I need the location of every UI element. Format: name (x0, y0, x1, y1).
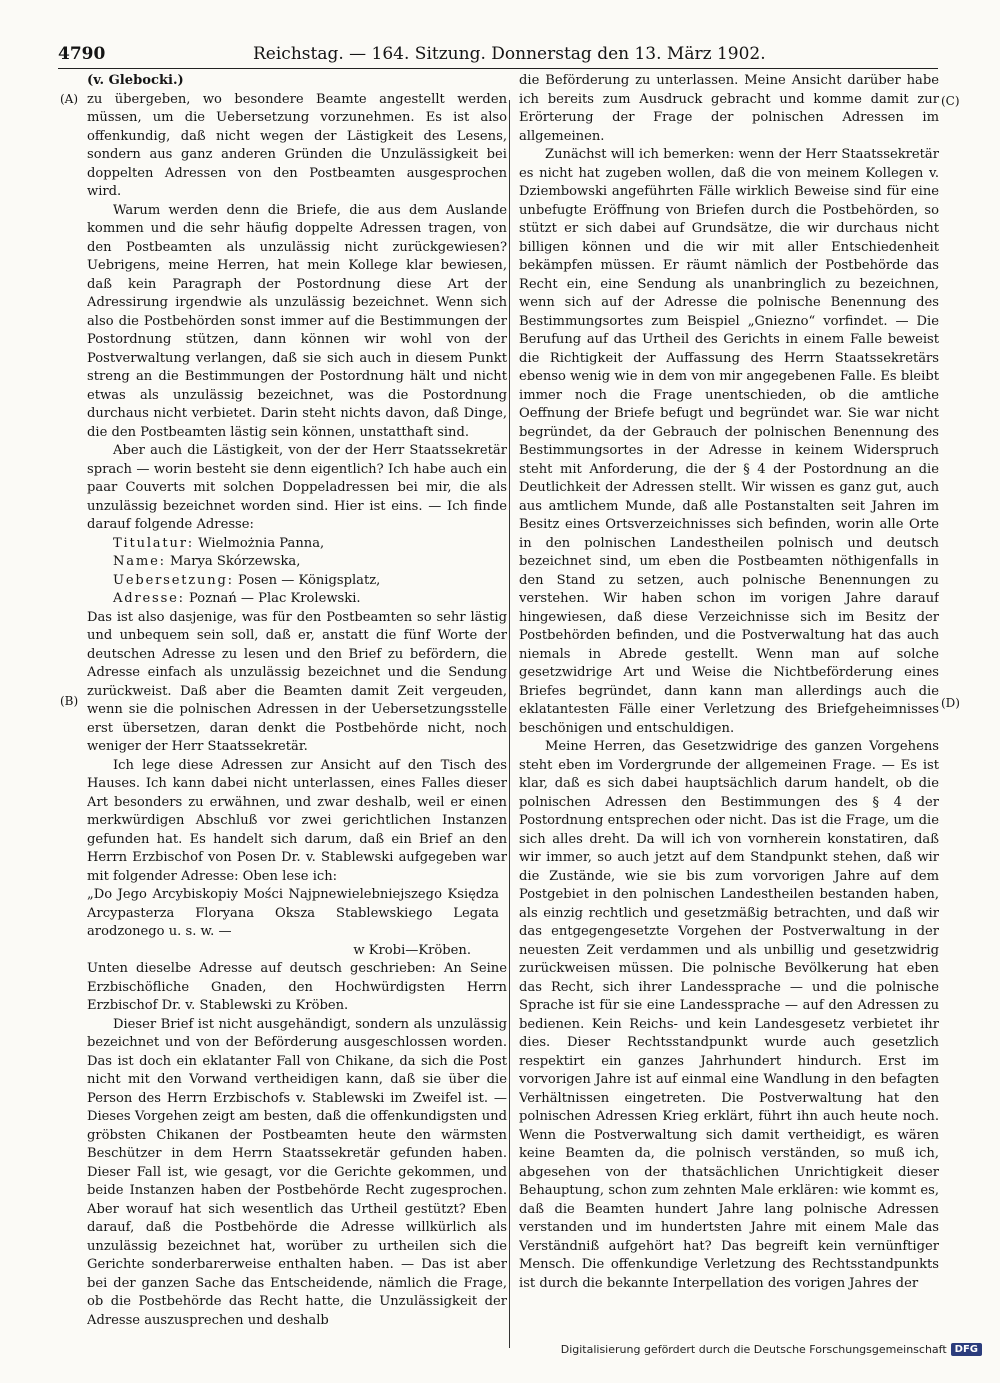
left-paragraph-3: Aber auch die Lästigkeit, von der der Herr Staatssekretär sprach — worin besteht sie denn eigentlich? Ich habe auch ein paar Couverts mit solchen Doppeladressen bei mir, die als unzulässig bezeichnet worden sind. Hier ist eins. — Ich finde darauf folgende Adresse: (87, 443, 507, 532)
speaker-name: (v. Glebocki.) (87, 73, 184, 88)
running-head: Reichstag. — 164. Sitzung. Donnerstag den 13. März 1902. (253, 44, 766, 64)
address-value: Poznań — Plac Krolewski. (189, 591, 361, 606)
address-line-name (87, 553, 507, 572)
address-value: Wielmożnia Panna, (198, 535, 325, 551)
right-paragraph-2: Zunächst will ich bemerken: wenn der Herr Staatssekretär es nicht hat zugeben wollen, daß die von meinem Kollegen v. Dziembowski angeführten Fälle wirklich Beweise sind für eine unbefugte Eröffnung von Briefen durch die Postbehörden, so stützt er sich dabei auf Grundsätze, die wir durchaus nicht billigen können und die wir mit aller Entschiedenheit bekämpfen müssen. Er räumt nämlich der Postbehörde das Recht ein, eine Sendung als unanbringlich zu bezeichnen, wenn sich auf der Adresse die polnische Benennung des Bestimmungsortes zum Beispiel „Gniezno“ vorfindet. — Die Berufung auf das Urtheil des Gerichts in einem Falle beweist die Richtigkeit der Auffassung des Herrn Staatssekretärs ebenso wenig wie in dem von mir angegebenen Falle. Es bleibt immer noch die Frage unentschieden, ob die amtliche Oeffnung der Briefe befugt und begründet war. Sie war nicht begründet, da der Gebrauch der polnischen Benennung des Bestimmungsortes in der Adresse in keinem Widerspruch steht mit Anforderung, die der § 4 der Postordnung an die Deutlichkeit der Adressen stellt. Wir wissen es ganz gut, auch aus amtlichem Munde, daß alle Postanstalten seit Jahren im Besitz eines Ortsverzeichnisses sich befinden, worin alle Orte in den polnischen Landestheilen polnisch und deutsch bezeichnet sind, um eben die Postbeamten nöthigenfalls in den Stand zu setzen, auch polnische Benennungen zu verstehen. Wir haben schon im vorigen Jahre darauf hingewiesen, daß diese Verzeichnisse sich im Besitz der Postbehörden befinden, und die Postverwaltung hat das auch niemals in Abrede gestellt. Wenn man auf solche gesetzwidrige Art und Weise die Nichtbeförderung eines Briefes begründet, dann kann man allerdings auch die eklatantesten Fälle einer Verletzung des Briefgeheimnisses beschönigen und entschuldigen. (519, 147, 939, 736)
polish-address-quote-end: w Krobi—Kröben. (353, 942, 471, 958)
left-paragraph-5: Ich lege diese Adressen zur Ansicht auf den Tisch des Hauses. Ich kann dabei nicht unterlassen, eines Falles dieser Art besonders zu erwähnen, und zwar deshalb, weil er einen merkwürdigen Abschluß vor zwei gerichtlichen Instanzen gefunden hat. Es handelt sich darum, daß ein Brief an den Herrn Erzbischof von Posen Dr. v. Stablewski aufgegeben war mit folgender Adresse: Oben lese ich: (87, 757, 507, 884)
address-value: Marya Skórzewska, (170, 554, 301, 569)
address-value: Posen — Königsplatz, (238, 572, 381, 588)
footer (561, 1343, 982, 1356)
dfg-logo-icon: DFG (951, 1343, 982, 1356)
address-label: Uebersetzung: (113, 572, 234, 588)
margin-marker-b: (B) (60, 694, 79, 708)
left-paragraph-2: Warum werden denn die Briefe, die aus dem Auslande kommen und die sehr häufig doppelte Adressen tragen, von den Postbeamten als unzulässig nicht zurückgewiesen? Uebrigens, meine Herren, hat mein Kollege klar bewiesen, daß kein Paragraph der Postordnung diese Art der Adressirung irgendwie als unzulässig bezeichnet. Wenn sich also die Postbehörden sonst immer auf die Bestimmungen der Postordnung stützen, dann können wir wohl von der Postverwaltung verlangen, daß sie sich auch in diesem Punkt streng an die Bestimmungen der Postordnung hält und nicht etwas als unzulässig bezeichnet, was die Postordnung durchaus nicht verbietet. Darin steht nichts davon, daß Dinge, die den Postbeamten lästig sein können, unstatthaft sind. (87, 202, 507, 440)
polish-address-quote: „Do Jego Arcybiskopiy Mości Najpnewielebniejszego Księdza Arcypasterza Floryana Oksza Stablewskiego Legata arodzonego u. s. w. — (87, 887, 499, 939)
address-line-adresse (87, 590, 507, 609)
margin-marker-c: (C) (941, 94, 960, 108)
right-column (519, 72, 939, 1352)
address-label: Name: (113, 554, 166, 569)
address-label: Titulatur: (113, 535, 194, 551)
right-paragraph-3: Meine Herren, das Gesetzwidrige des ganzen Vorgehens steht eben im Vordergrunde der allgemeinen Frage. — Es ist klar, daß es sich dabei hauptsächlich darum handelt, ob die polnischen Adressen den Bestimmungen des § 4 der Postordnung entsprechen oder nicht. Das ist die Frage, um die sich alles dreht. Da will ich von vornherein konstatiren, daß wir immer, so auch jetzt auf dem Standpunkt stehen, daß wir die Zustände, wie sie bis zum vorvorigen Jahre auf dem Postgebiet in den polnischen Landestheilen bestanden haben, als einzig rechtlich und gesetzmäßig betrachten, und daß wir das entgegengesetzte Vorgehen der Postverwaltung in der neuesten Zeit verdammen und als unbillig und gesetzwidrig zurückweisen müssen. Die polnische Bevölkerung hat eben das Recht, sich ihrer Landessprache — und die polnische Sprache ist für sie eine Landessprache — auf den Adressen zu bedienen. Kein Reichs- und kein Landesgesetz verbietet ihr dies. Dieser Rechtsstandpunkt wurde auch gesetzlich respektirt ein ganzes Jahrhundert hindurch. Erst im vorvorigen Jahre ist auf einmal eine Wandlung in den befagten Verhältnissen eingetreten. Die Postverwaltung hat den polnischen Adressen Krieg erklärt, führt ihn auch heute noch. Wenn die Postverwaltung sich damit vertheidigt, es wären keine Beamten da, die polnisch verständen, so muß ich, abgesehen von der thatsächlichen Unrichtigkeit dieser Behauptung, schon zum zehnten Male erklären: wie kommt es, daß die Beamten hundert Jahre lang polnische Adressen verstanden und im hundertsten Jahre mit einem Male das Verständniß aufgehört hat? Das begreift kein vernünftiger Mensch. Die offenkundige Verletzung des Rechtsstandpunkts ist durch die bekannte Interpellation des vorigen Jahres der (519, 739, 939, 1291)
address-label: Adresse: (113, 591, 185, 606)
left-column (87, 72, 507, 1352)
header-rule (58, 68, 938, 69)
address-line-titulatur (87, 535, 507, 554)
left-paragraph-4: Das ist also dasjenige, was für den Postbeamten so sehr lästig und unbequem sein soll, daß er, anstatt die fünf Worte der deutschen Adresse zu lesen und den Brief zu befördern, die Adresse einfach als unzulässig bezeichnet und die Sendung zurückweist. Daß aber die Beamten damit Zeit vergeuden, wenn sie die polnischen Adressen in der Uebersetzungsstelle erst übersetzen, daran denkt die Postbehörde nicht, noch weniger der Herr Staatssekretär. (87, 609, 507, 754)
left-paragraph-6: Unten dieselbe Adresse auf deutsch geschrieben: An Seine Erzbischöfliche Gnaden, den Hochwürdigsten Herrn Erzbischof Dr. v. Stablewski zu Kröben. (87, 961, 507, 1013)
left-paragraph-7: Dieser Brief ist nicht ausgehändigt, sondern als unzulässig bezeichnet und von der Beförderung ausgeschlossen worden. Das ist doch ein eklatanter Fall von Chikane, da sich die Post nicht mit den Vorwand vertheidigen kann, daß sie über die Person des Herrn Erzbischofs v. Stablewski im Zweifel ist. — Dieses Vorgehen zeigt am besten, daß die offenkundigsten und gröbsten Chikanen der Postbeamten heute den wärmsten Beschützer in dem Herrn Staatssekretär gefunden haben. Dieser Fall ist, wie gesagt, vor die Gerichte gekommen, und beide Instanzen haben der Postbehörde Recht zugesprochen. Aber worauf hat sich wesentlich das Urtheil gestützt? Eben darauf, daß die Postbehörde die Adresse willkürlich als unzulässig bezeichnet hat, worüber zu urtheilen sich die Gerichte sonderbarerweise enthalten haben. — Das ist aber bei der ganzen Sache das Entscheidende, nämlich die Frage, ob die Postbehörde das Recht hatte, die Unzulässigkeit der Adresse auszusprechen und deshalb (87, 1016, 507, 1328)
right-paragraph-1: die Beförderung zu unterlassen. Meine Ansicht darüber habe ich bereits zum Ausdruck gebracht und komme damit zur Erörterung der Frage der polnischen Adressen im allgemeinen. (519, 73, 939, 144)
address-line-uebersetzung (87, 572, 507, 591)
footer-credit: Digitalisierung gefördert durch die Deutsche Forschungsgemeinschaft (560, 1343, 947, 1356)
left-paragraph-1: zu übergeben, wo besondere Beamte angestellt werden müssen, um die Uebersetzung vorzunehmen. Es ist also offenkundig, daß nicht wegen der Lästigkeit des Lesens, sondern aus ganz anderen Gründen die Unzulässigkeit bei doppelten Adressen von den Postbeamten ausgesprochen wird. (87, 91, 507, 199)
margin-marker-a: (A) (60, 92, 79, 106)
margin-marker-d: (D) (941, 696, 960, 710)
page-number: 4790 (58, 44, 106, 64)
column-divider (509, 100, 510, 1348)
